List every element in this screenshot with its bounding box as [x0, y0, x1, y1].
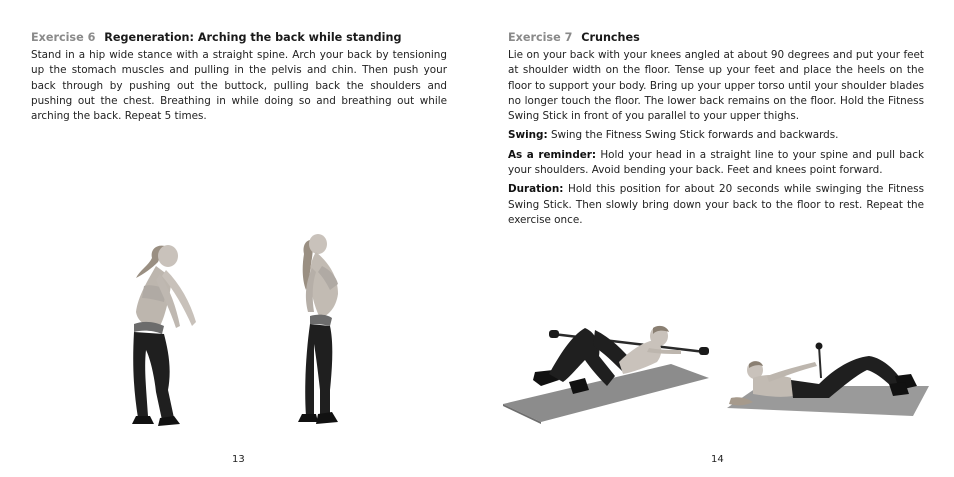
exercise-6-heading — [31, 31, 401, 44]
reminder-label: As a reminder: — [508, 148, 597, 161]
right-page — [477, 0, 954, 477]
exercise-7-label: Exercise 7 — [508, 31, 573, 44]
exercise-6-title: Regeneration: Arching the back while standing — [104, 31, 402, 44]
exercise-6-label: Exercise 6 — [31, 31, 96, 44]
duration-label: Duration: — [508, 183, 564, 196]
photo-standing-arch-back — [280, 232, 370, 432]
exercise-7-title: Crunches — [581, 31, 640, 44]
photo-crunch-front-view — [723, 340, 933, 422]
swing-text: Swing the Fitness Swing Stick forwards and backwards. — [550, 129, 839, 142]
photo-crunch-side-view — [503, 320, 713, 426]
swing-instruction — [508, 128, 924, 143]
reminder-instruction — [508, 148, 924, 179]
exercise-7-body — [508, 48, 924, 232]
exercise-6-paragraph: Stand in a hip wide stance with a straight spine. Arch your back by tensioning up the stomach muscles and pulling in the pelvis and chin. Then push your back through by pushing out the buttock, pulling back the shoulders and pushing out the chest. Breathing in while doing so and breathing out while arching the back. Repeat 5 times. — [31, 49, 447, 123]
page-number-14: 14 — [711, 454, 724, 465]
duration-instruction — [508, 182, 924, 228]
reminder-text: Hold your head in a straight line to your spine and pull back your shoulders. Avoid bending your back. Feet and knees point forward. — [508, 148, 924, 177]
duration-text: Hold this position for about 20 seconds while swinging the Fitness Swing Stick. Then slowly bring down your back to the floor to rest. Repeat the exercise once. — [508, 183, 925, 226]
page-number-13: 13 — [232, 454, 245, 465]
exercise-7-heading — [508, 31, 640, 44]
exercise-6-body — [31, 48, 447, 128]
swing-label: Swing: — [508, 129, 548, 142]
exercise-7-intro: Lie on your back with your knees angled at about 90 degrees and put your feet at shoulder width on the floor. Tense up your feet and place the heels on the floor to support your body. Bring up your upper torso until your shoulder blades no longer touch the floor. The lower back remains on the floor. Hold the Fitness Swing Stick in front of you parallel to your upper thighs. — [508, 49, 924, 123]
photo-standing-bend-forward — [110, 240, 220, 430]
